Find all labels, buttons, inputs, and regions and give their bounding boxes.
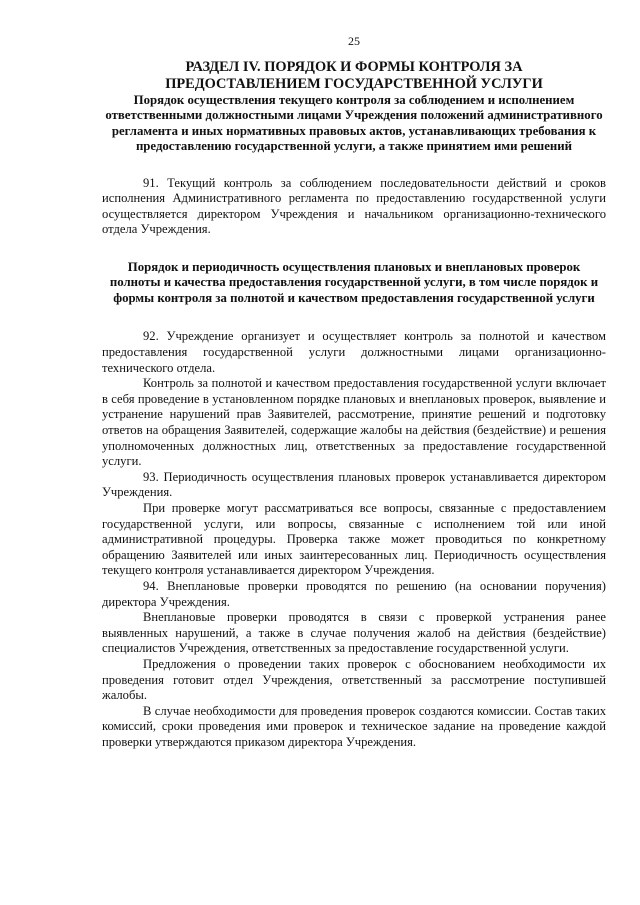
paragraph-91: 91. Текущий контроль за соблюдением последовательности действий и сроков исполнения Административного регламента по предоставлению государственной услуги осуществляется директором Учреждения и начальником организационно-технического отдела Учреждения.: [102, 175, 606, 237]
page-number: 25: [348, 34, 360, 48]
subsection-2-title: Порядок и периодичность осуществления плановых и внеплановых проверок полноты и качества предоставления государственной услуги, в том числе порядок и формы контроля за полнотой и качеством предоставления государственной услуги: [109, 259, 599, 305]
paragraph-commissions: В случае необходимости для проведения проверок создаются комиссии. Состав таких комиссий, сроки проведения ими проверок и техническое задание на проведение каждой проверки утверждаются приказом директора Учреждения.: [102, 703, 606, 749]
section-title-line-1: РАЗДЕЛ IV. ПОРЯДОК И ФОРМЫ КОНТРОЛЯ ЗА: [185, 58, 523, 75]
paragraph-unscheduled-inspections: Внеплановые проверки проводятся в связи с проверкой устранения ранее выявленных нарушений, а также в случае получения жалоб на действия (бездействие) специалистов Учреждения, ответственных за предоставление государственной услуги.: [102, 610, 606, 656]
paragraph-92: 92. Учреждение организует и осуществляет контроль за полнотой и качеством предоставления государственной услуги должностными лицами организационно-технического отдела.: [102, 329, 606, 375]
paragraph-93: 93. Периодичность осуществления плановых проверок устанавливается директором Учреждения.: [102, 469, 606, 500]
subsection-1-title: Порядок осуществления текущего контроля за соблюдением и исполнением ответственными должностными лицами Учреждения положений административного регламента и иных нормативных правовых актов, устанавливающих требования к предоставлению государственной услуги, а также принятием ими решений: [105, 92, 603, 154]
paragraph-94: 94. Внеплановые проверки проводятся по решению (на основании поручения) директора Учреждения.: [102, 578, 606, 609]
paragraph-control-scope: Контроль за полнотой и качеством предоставления государственной услуги включает в себя проведение в установленном порядке плановых и внеплановых проверок, выявление и устранение нарушений прав Заявителей, рассмотрение, принятие решений и подготовку ответов на обращения Заявителей, содержащие жалобы на действия (бездействие) и решения уполномоченных должностных лиц, ответственных за предоставление государственной услуги.: [102, 376, 606, 469]
paragraph-inspection-proposals: Предложения о проведении таких проверок с обоснованием необходимости их проведения готовит отдел Учреждения, ответственный за рассмотрение поступившей жалобы.: [102, 656, 606, 703]
paragraph-inspection-questions: При проверке могут рассматриваться все вопросы, связанные с предоставлением государственной услуги, или вопросы, связанные с исполнением той или иной административной процедуры. Проверка также может проводиться по конкретному обращению Заявителей или иных заинтересованных лиц. Периодичность осуществления текущего контроля устанавливается директором Учреждения.: [102, 501, 606, 578]
section-title-line-2: ПРЕДОСТАВЛЕНИЕМ ГОСУДАРСТВЕННОЙ УСЛУГИ: [165, 75, 543, 92]
